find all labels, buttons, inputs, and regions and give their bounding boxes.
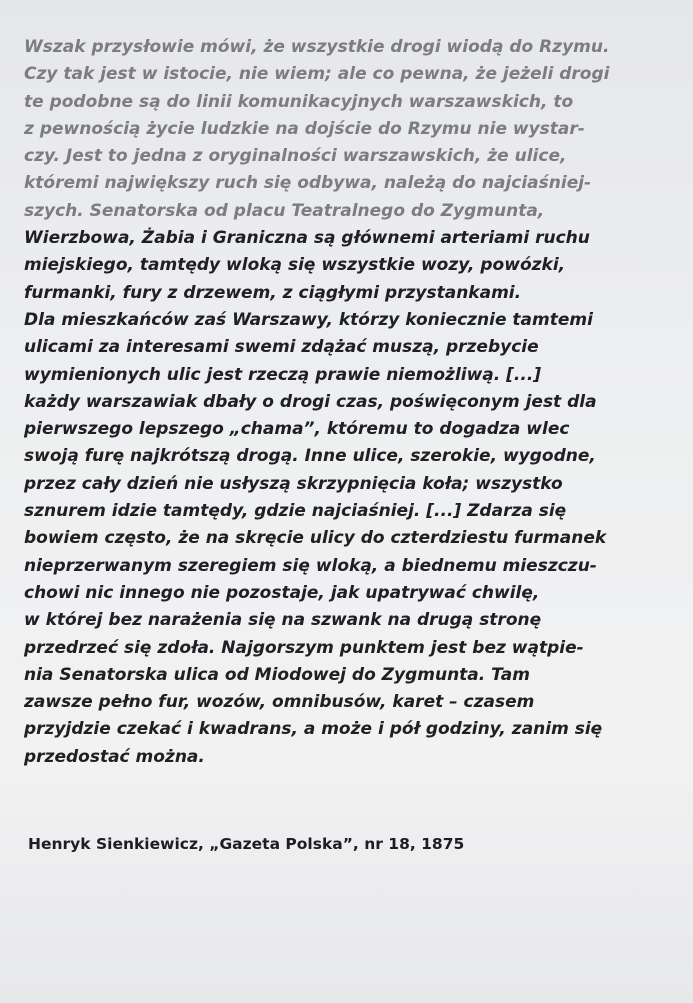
quote-line: ulicami za interesami swemi zdążać muszą, przebycie [24,337,539,358]
quote-line: sznurem idzie tamtędy, gdzie najciaśniej. [...] Zdarza się [24,501,567,522]
quote-line: zawsze pełno fur, wozów, omnibusów, karet – czasem [24,692,535,713]
attribution: Henryk Sienkiewicz, „Gazeta Polska”, nr 18, 1875 [28,835,465,853]
quote-line: chowi nic innego nie pozostaje, jak upatrywać chwilę, [24,582,540,603]
quote-line: pierwszego lepszego „chama”, któremu to dogadza wlec [24,419,570,440]
quote-line: każdy warszawiak dbały o drogi czas, poświęconym jest dla [24,391,597,412]
quote-line: miejskiego, tamtędy wloką się wszystkie wozy, powózki, [24,255,566,276]
quote-line: z pewnością życie ludzkie na dojście do Rzymu nie wystar- [24,118,585,139]
quote-line: swoją furę najkrótszą drogą. Inne ulice, szerokie, wygodne, [24,446,596,467]
quote-passage [24,34,673,771]
quote-line: przedostać można. [24,746,205,767]
quote-line: przez cały dzień nie usłyszą skrzypnięcia koła; wszystko [24,473,563,494]
quote-line: przedrzeć się zdoła. Najgorszym punktem jest bez wątpie- [24,637,584,658]
quote-line: Wierzbowa, Żabia i Graniczna są głównemi arteriami ruchu [24,228,590,249]
quote-line: wymienionych ulic jest rzeczą prawie niemożliwą. [...] [24,364,542,385]
quote-line: czy. Jest to jedna z oryginalności warszawskich, że ulice, [24,146,567,167]
quote-line: w której bez narażenia się na szwank na drugą stronę [24,610,542,631]
quote-line: nieprzerwanym szeregiem się wloką, a biednemu mieszczu- [24,555,597,576]
quote-line: nia Senatorska ulica od Miodowej do Zygmunta. Tam [24,664,530,685]
quote-line: któremi największy ruch się odbywa, należą do najciaśniej- [24,173,592,194]
quote-line: szych. Senatorska od placu Teatralnego do Zygmunta, [24,200,545,221]
quote-line: Czy tak jest w istocie, nie wiem; ale co pewna, że jeżeli drogi [24,64,610,85]
quote-line: furmanki, fury z drzewem, z ciągłymi przystankami. [24,282,522,303]
quote-line: Dla mieszkańców zaś Warszawy, którzy koniecznie tamtemi [24,309,593,330]
quote-line: te podobne są do linii komunikacyjnych warszawskich, to [24,91,574,112]
quote-line: Wszak przysłowie mówi, że wszystkie drogi wiodą do Rzymu. [24,37,610,57]
quote-line: bowiem często, że na skręcie ulicy do czterdziestu furmanek [24,528,607,549]
quote-line: przyjdzie czekać i kwadrans, a może i pół godziny, zanim się [24,719,603,740]
